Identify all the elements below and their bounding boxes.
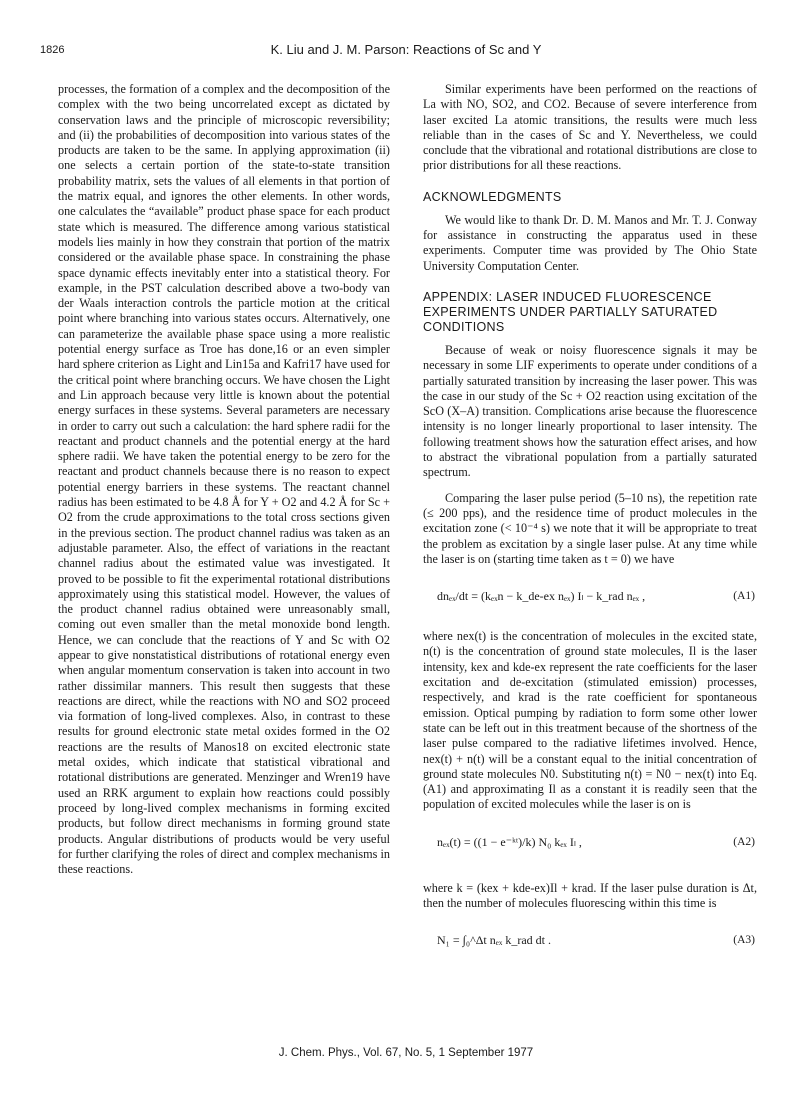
body-paragraph: Because of weak or noisy fluorescence signals it may be necessary in some LIF experiments to operate under conditions of a partially saturated transition by increasing the laser power. This was the case in our study of the Sc + O2 reaction using excitation of the ScO (X–A) transition. Complications arise because the fluorescence intensity is no longer linearly proportional to laser intensity. The following treatment shows how the saturation effect arises, and how to abstract the vibrational population from a partially saturated spectrum. <box>423 342 757 480</box>
page-number: 1826 <box>40 44 65 56</box>
left-column <box>58 82 390 877</box>
equation-expression: nₑₓ(t) = ((1 − e⁻ᵏᵗ)/k) N₀ kₑₓ Iₗ , <box>437 834 582 849</box>
body-paragraph: where nex(t) is the concentration of molecules in the excited state, n(t) is the concentration of ground state molecules, Il is the laser intensity, kex and kde-ex represent the rate coefficients for the laser excitation and de-excitation (stimulated emission) processes, respectively, and krad is the rate coefficient for spontaneous emission. Optical pumping by radiation to form some other lower state can be left out in this treatment because of the shortness of the laser pulse compared to the radiative lifetimes involved. Hence, nex(t) + n(t) will be a constant equal to the initial concentration of ground state molecules N0. Substituting n(t) = N0 − nex(t) into Eq. (A1) and approximating Il as a constant it is readily seen that the population of excited molecules while the laser is on is <box>423 629 757 812</box>
section-heading-acknowledgments: ACKNOWLEDGMENTS <box>423 189 562 204</box>
equation-a2 <box>423 825 757 869</box>
equation-number: (A1) <box>733 590 755 603</box>
acknowledgments-text: We would like to thank Dr. D. M. Manos and Mr. T. J. Conway for assistance in constructing the apparatus used in these experiments. Computer time was provided by The Ohio State University Computation Center. <box>423 212 757 273</box>
body-paragraph: processes, the formation of a complex and the decomposition of the complex with the two being uncorrelated except as dictated by conservation laws and the principle of microscopic reversibility; and (ii) the probabilities of decomposition into various states of the products are taken to be the same. In applying approximation (ii) one selects a certain portion of the state-to-state transition probability matrix, sets the values of all elements in that portion of the matrix equal, and ignores the other elements. In other words, one calculates the “available” product phase space for each product state which is measured. The difference among various statistical models lies mainly in how they constrain that portion of the matrix considered or the available phase space. In constraining the phase space dynamic effects inevitably enter into a statistical theory. For example, in the PST calculation described above a two-body van der Waals interaction controls the particle motion at the critical point where branching into various states occurs. Alternatively, one can parameterize the available phase space using a more realistic potential energy surface as Troe has done,16 or an even simpler hard sphere criterion as Light and Lin15a and Kafri17 have used for the critical point where branching occurs. We have chosen the Light and Lin approach because very little is known about the potential energy surfaces in these systems. Several parameters are necessary in order to carry out such a calculation: the hard sphere radii for the reactant and product channels and the potential energy at the hard sphere radii. We have taken the potential energy to be zero for the reactant and product channels because there is no reason to expect potential energy barriers in these systems. The reactant channel radius has been estimated to be 4.8 Å for Y + O2 and 4.2 Å for Sc + O2 from the crude approximations to the total cross sections given in the previous section. The product channel radius was taken as an adjustable parameter. Also, the effect of variations in the reactant channel radius about the estimated value was investigated. It proved to be possible to fit the experimental rotational distributions approximately using this statistical model. However, the values of the product channel radius obtained were unreasonably small, coming out even smaller than the metal monoxide bond length. Hence, we can conclude that the reactions of Y and Sc with O2 appear to give nonstatistical distributions of rotational energy even when angular momentum conservation is taken into account in two rather dissimilar manners. This result then suggests that these reactions are direct, while the reactions with NO and SO2 proceed via formation of long-lived complexes. Also, in contrast to these results for ground electronic state metal oxides formed in the O2 reactions are the results of Manos18 on excited electronic state metal oxides, which indicate that statistical vibrational and rotational distributions are generated. Menzinger and Wren19 have used an RRK argument to explain how reactions could possibly proceed by long-lived complex mechanisms in forming excited products, but follow direct mechanisms in forming ground state products. Angular distributions of products would be very useful for further clarifying the roles of direct and complex mechanisms in these reactions. <box>58 82 390 877</box>
journal-footer: J. Chem. Phys., Vol. 67, No. 5, 1 September 1977 <box>278 1047 534 1059</box>
equation-number: (A3) <box>733 934 755 947</box>
equation-a3 <box>423 923 757 961</box>
running-head: K. Liu and J. M. Parson: Reactions of Sc and Y <box>270 42 542 57</box>
right-column <box>423 82 757 973</box>
equation-number: (A2) <box>733 835 755 848</box>
body-paragraph: Similar experiments have been performed on the reactions of La with NO, SO2, and CO2. Because of severe interference from laser excited La atomic transitions, the results were much less reliable than in the cases of Sc and Y. Nevertheless, we could conclude that the vibrational and rotational distributions are close to prior distributions for all these reactions. <box>423 82 757 173</box>
equation-expression: N₁ = ∫₀^Δt nₑₓ k_rad dt . <box>437 933 551 948</box>
section-heading-appendix: APPENDIX: LASER INDUCED FLUORESCENCE EXPERIMENTS UNDER PARTIALLY SATURATED CONDITIONS <box>423 289 718 334</box>
equation-expression: dnₑₓ/dt = (kₑₓn − k_de-ex nₑₓ) Iₗ − k_rad nₑₓ , <box>437 589 646 604</box>
body-paragraph: where k = (kex + kde-ex)Il + krad. If the laser pulse duration is Δt, then the number of molecules fluorescing within this time is <box>423 880 757 910</box>
body-paragraph: Comparing the laser pulse period (5–10 ns), the repetition rate (≤ 200 pps), and the residence time of product molecules in the excitation zone (< 10⁻⁴ s) we note that it will be appropriate to treat the problem as excitation by a single laser pulse. At any time while the laser is on (starting time taken as t = 0) we have <box>423 490 757 566</box>
equation-a1 <box>423 579 757 617</box>
